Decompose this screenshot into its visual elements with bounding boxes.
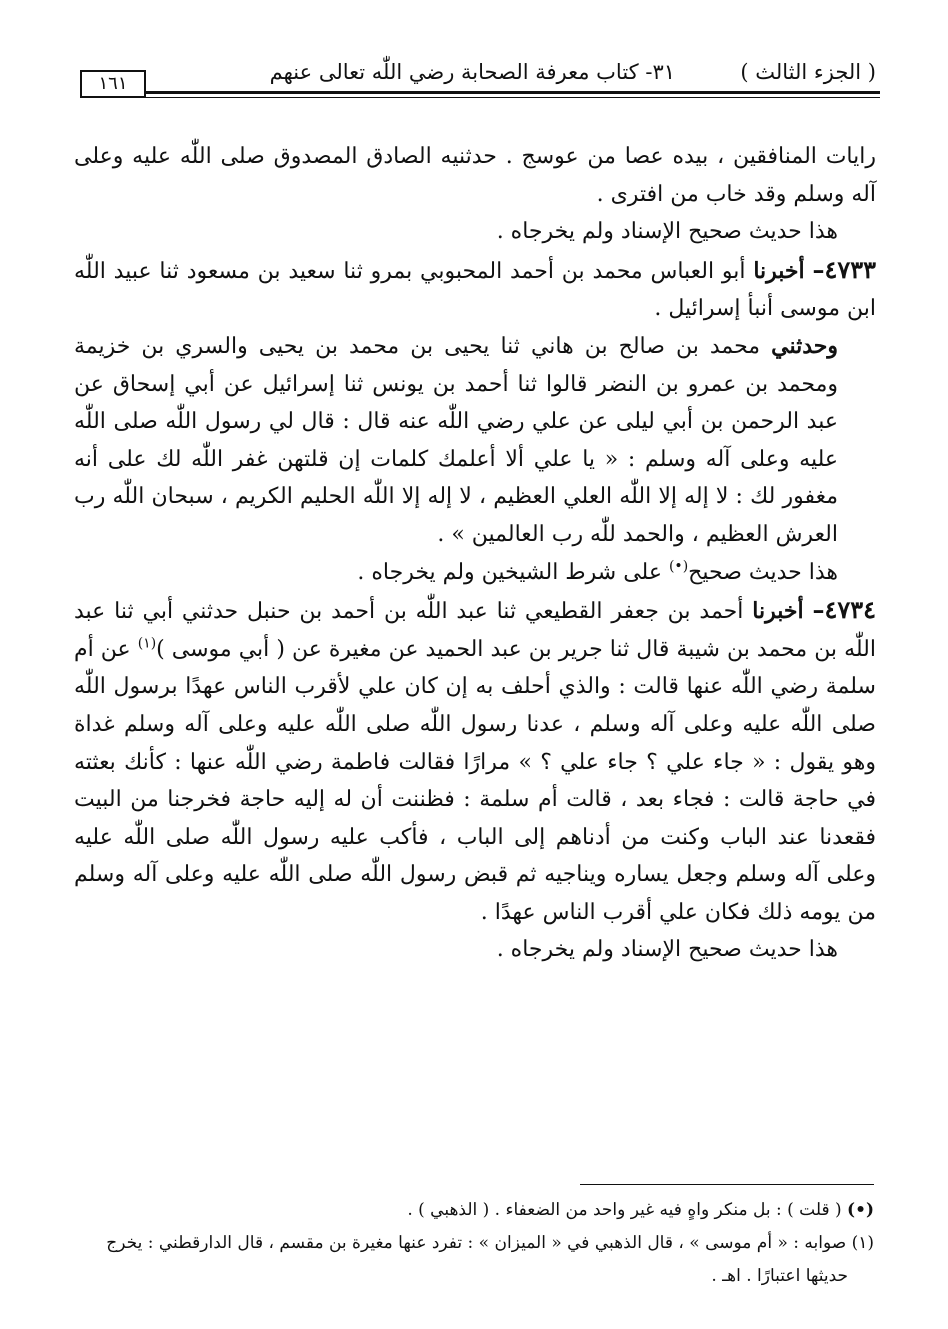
page-number: ١٦١ [98, 73, 128, 94]
chapter-title: ٣١- كتاب معرفة الصحابة رضي اللّٰه تعالى عنهم [269, 60, 675, 84]
footnote-marker[interactable]: (١) [137, 635, 157, 652]
footnote-continuation [74, 1260, 874, 1293]
grading-text: هذا حديث صحيح الإسناد ولم يخرجاه . [496, 937, 838, 963]
hadith-number: ٤٧٣٣– [812, 254, 876, 284]
footnote-text: حديثها اعتبارًا . اهـ . [711, 1266, 848, 1286]
hadith-4734 [74, 591, 876, 931]
hadith-text: محمد بن صالح بن هاني ثنا يحيى بن محمد بن يحيى والسري بن خزيمة ومحمد بن عمرو بن النضر قالوا ثنا أحمد بن يونس ثنا إسرائيل عن أبي إسحاق عن عبد الرحمن بن أبي ليلى عن علي رضي اللّٰه عنه قال : قال لي رسول اللّٰه صلى اللّٰه عليه وعلى آله وسلم : « يا علي ألا أعلمك كلمات إن قلتهن غفر اللّٰه لك على أنه مغفور لك : لا إله إلا اللّٰه العلي العظيم ، لا إله إلا اللّٰه الحليم الكريم ، سبحان اللّٰه رب العرش العظيم ، والحمد للّٰه رب العالمين » . [74, 333, 838, 547]
grading-text: على شرط الشيخين ولم يخرجاه . [357, 559, 662, 585]
hadith-text: عن أم سلمة رضي اللّٰه عنها قالت : والذي أحلف به إن كان علي لأقرب الناس عهدًا برسول اللّٰه صلى اللّٰه عليه وعلى آله وسلم ، عدنا رسول اللّٰه صلى اللّٰه عليه وعلى آله وسلم غداة وهو يقول : « جاء علي ؟ جاء علي ؟ » مرارًا فقالت فاطمة رضي اللّٰه عنها : كأنك بعثته في حاجة قالت : فجاء بعد ، قالت أم سلمة : فظننت أن له إليه حاجة فخرجنا من البيت فقعدنا عند الباب وكنت من أدناهم إلى الباب ، فأكب عليه رسول اللّٰه صلى اللّٰه عليه وعلى آله وسلم وجعل يساره ويناجيه ثم قبض رسول اللّٰه صلى اللّٰه عليه وعلى آله وسلم من يومه ذلك فكان علي أقرب الناس عهدًا . [74, 636, 876, 925]
page-number-box [80, 70, 146, 98]
footnote-marker[interactable]: (•) [668, 558, 689, 575]
paragraph-text: رايات المنافقين ، بيده عصا من عوسج . حدثنيه الصادق المصدوق صلى اللّٰه عليه وعلى آله وسلم وقد خاب من افترى . [74, 144, 876, 207]
footnote-mark: (•) [847, 1200, 874, 1220]
footnote-item [74, 1194, 874, 1227]
paragraph-continuation [74, 138, 876, 213]
grading-text: هذا حديث صحيح [688, 559, 838, 585]
narration-keyword: أخبرنا [752, 598, 804, 625]
footnote-text: صوابه : « أم موسى » ، قال الذهبي في « الميزان » : تفرد عنها مغيرة بن مقسم ، قال الدارقطني : يخرج [106, 1233, 847, 1253]
hadith-number: ٤٧٣٤– [812, 595, 876, 625]
hadith-4733 [74, 251, 876, 328]
volume-label: ( الجزء الثالث ) [740, 60, 876, 84]
header-rule-thick [146, 91, 880, 94]
hadith-grading [74, 931, 876, 969]
hadith-4733-second-chain [74, 328, 876, 554]
footnote-text: ( قلت ) : بل منكر واهٍ فيه غير واحد من الضعفاء . ( الذهبي ) . [407, 1200, 842, 1220]
main-text [74, 138, 876, 969]
narration-keyword: وحدثني [771, 332, 838, 359]
footnotes [74, 1194, 874, 1293]
header-rule-thin [146, 97, 880, 98]
narration-keyword: أخبرنا [753, 257, 805, 284]
hadith-grading [74, 554, 876, 592]
hadith-grading [74, 213, 876, 251]
grading-text: هذا حديث صحيح الإسناد ولم يخرجاه . [496, 219, 838, 245]
footnote-mark: (١) [851, 1233, 874, 1253]
footnote-divider [580, 1184, 874, 1185]
page-header [80, 58, 880, 98]
hadith-text: أحمد بن جعفر القطيعي ثنا عبد اللّٰه بن أحمد بن حنبل حدثني أبي ثنا عبد اللّٰه بن محمد بن شيبة قال ثنا جرير بن عبد الحميد عن مغيرة عن ( أبي موسى ) [74, 599, 876, 662]
footnote-item [74, 1227, 874, 1260]
hadith-text: أبو العباس محمد بن أحمد المحبوبي بمرو ثنا سعيد بن مسعود ثنا عبيد اللّٰه ابن موسى أنبأ إسرائيل . [74, 258, 876, 322]
